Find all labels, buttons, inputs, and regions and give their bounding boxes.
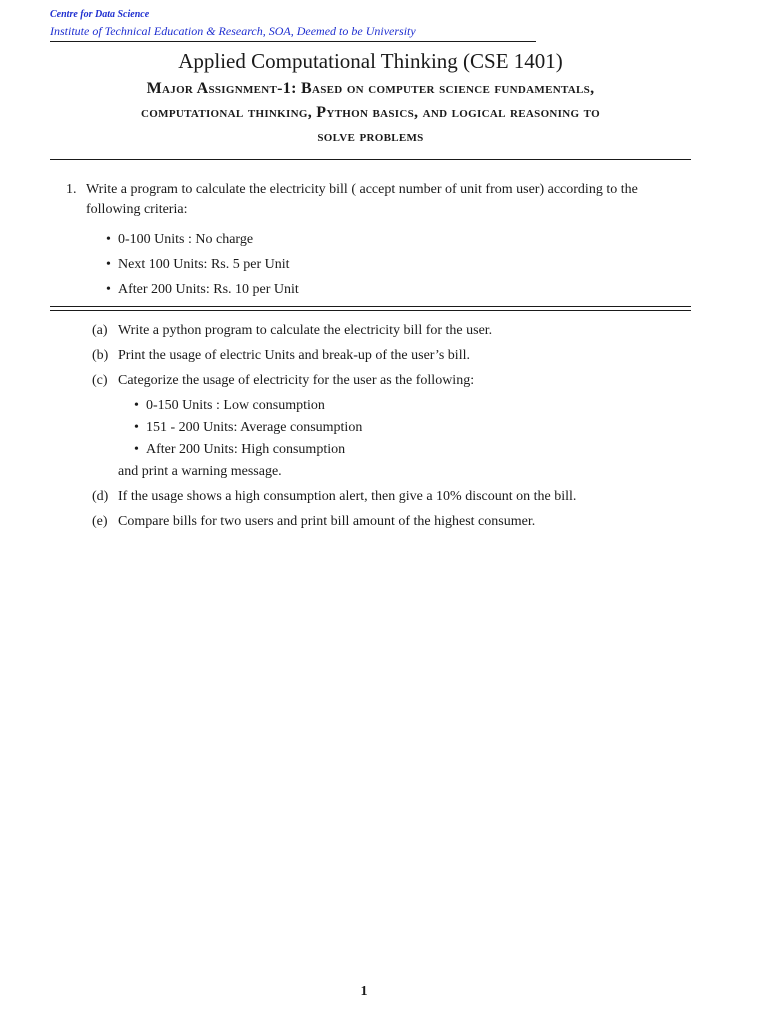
criteria-item: [106, 231, 299, 256]
part-c-followup: and print a warning message.: [118, 464, 282, 479]
part-label: (a): [92, 323, 108, 338]
criteria-text: 0-100 Units : No charge: [118, 232, 254, 247]
part-text: Write a python program to calculate the electricity bill for the user.: [118, 323, 493, 338]
assignment-subtitle: [50, 77, 691, 149]
document-title: Applied Computational Thinking (CSE 1401): [178, 49, 563, 73]
section-double-divider: [50, 306, 691, 311]
criteria-text: Next 100 Units: Rs. 5 per Unit: [118, 257, 290, 272]
centre-name: Centre for Data Science: [50, 9, 150, 20]
subtitle-line-1: Major Assignment-1: Based on computer science fundamentals,: [146, 80, 595, 97]
criteria-list: [106, 231, 299, 306]
bullet-icon: •: [106, 232, 111, 247]
part-label: (e): [92, 514, 108, 529]
category-item: [134, 419, 692, 441]
category-text: After 200 Units: High consumption: [146, 442, 346, 457]
question-text: Write a program to calculate the electricity bill ( accept number of unit from user) according to the following criteria:: [86, 182, 638, 217]
category-text: 151 - 200 Units: Average consumption: [146, 420, 363, 435]
part-text: Categorize the usage of electricity for the user as the following:: [118, 373, 475, 388]
part-text: If the usage shows a high consumption alert, then give a 10% discount on the bill.: [118, 489, 577, 504]
part-text: Compare bills for two users and print bill amount of the highest consumer.: [118, 514, 536, 529]
question-number: 1.: [66, 182, 77, 197]
sub-parts: [92, 322, 692, 538]
page-header: [50, 7, 536, 42]
subtitle-line-3: solve problems: [317, 128, 424, 145]
part-label: (b): [92, 348, 109, 363]
category-item: [134, 441, 692, 463]
consumption-category-list: [92, 397, 692, 463]
part-d: [92, 488, 692, 513]
criteria-item: [106, 256, 299, 281]
part-text: Print the usage of electric Units and break-up of the user’s bill.: [118, 348, 470, 363]
part-b: [92, 347, 692, 372]
bullet-icon: •: [134, 442, 139, 457]
subtitle-line-2: computational thinking, Python basics, and logical reasoning to: [141, 104, 600, 121]
bullet-icon: •: [106, 282, 111, 297]
category-text: 0-150 Units : Low consumption: [146, 398, 325, 413]
part-label: (c): [92, 373, 108, 388]
category-item: [134, 397, 692, 419]
part-c: [92, 372, 692, 397]
bullet-icon: •: [134, 420, 139, 435]
part-label: (d): [92, 489, 109, 504]
question-1: [66, 180, 692, 220]
title-divider: [50, 159, 691, 160]
bullet-icon: •: [134, 398, 139, 413]
institute-name: Institute of Technical Education & Research, SOA, Deemed to be University: [50, 24, 416, 38]
criteria-item: [106, 281, 299, 306]
bullet-icon: •: [106, 257, 111, 272]
criteria-text: After 200 Units: Rs. 10 per Unit: [118, 282, 299, 297]
part-a: [92, 322, 692, 347]
page-number: 1: [360, 984, 368, 999]
part-e: [92, 513, 692, 538]
